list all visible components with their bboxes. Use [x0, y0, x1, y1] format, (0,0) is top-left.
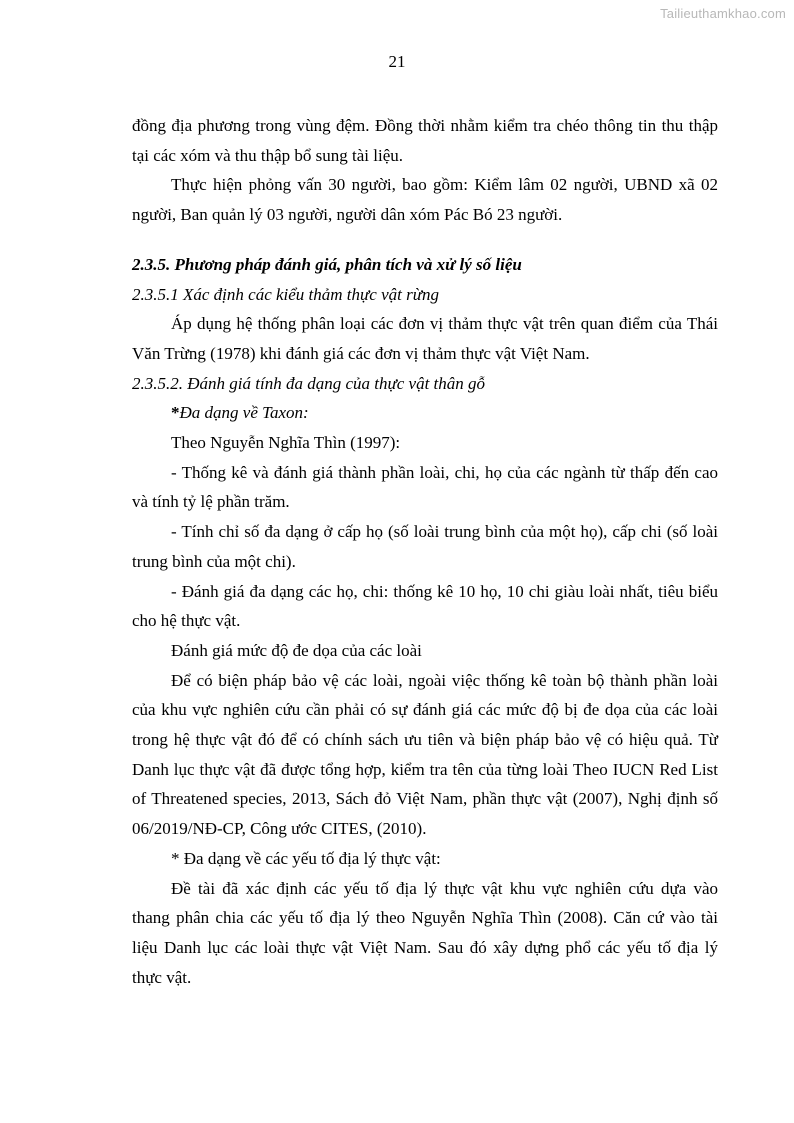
- paragraph-interviews: [132, 170, 718, 229]
- document-body: [132, 111, 718, 992]
- subsection-heading-2-3-5-2: 2.3.5.2. Đánh giá tính đa dạng của thực vật thân gỗ: [132, 373, 486, 393]
- paragraph-classification: [132, 309, 718, 368]
- text-line: Để có biện pháp bảo vệ các loài, ngoài việc thống kê toàn bộ thành phần loài: [171, 670, 718, 690]
- text-line: trong hệ thực vật đó để có chính sách ưu tiên và biện pháp bảo vệ có hiệu quả. Từ: [132, 730, 718, 750]
- text-line: of Threatened species, 2013, Sách đỏ Việt Nam, phần thực vật (2007), Nghị định số: [132, 789, 718, 809]
- geo-heading: * Đa dạng về các yếu tố địa lý thực vật:: [171, 848, 441, 868]
- text-line: Danh lục thực vật đã được tổng hợp, kiểm tra tên của từng loài Theo IUCN Red List: [132, 759, 718, 779]
- text-line: thực vật.: [132, 967, 192, 987]
- page-number: 21: [388, 52, 406, 71]
- threat-heading: Đánh giá mức độ đe dọa của các loài: [171, 640, 422, 660]
- text-line: - Tính chỉ số đa dạng ở cấp họ (số loài trung bình của một họ), cấp chi (số loài: [171, 522, 718, 542]
- paragraph-context: [132, 111, 718, 170]
- paragraph-threat: [132, 666, 718, 844]
- text-line: - Đánh giá đa dạng các họ, chi: thống kê 10 họ, 10 chi giàu loài nhất, tiêu biểu: [171, 581, 718, 601]
- text-line: người, Ban quản lý 03 người, người dân xóm Pác Bó 23 người.: [132, 205, 563, 225]
- text-line: Áp dụng hệ thống phân loại các đơn vị thảm thực vật trên quan điểm của Thái: [171, 314, 718, 334]
- section-heading-2-3-5: 2.3.5. Phương pháp đánh giá, phân tích và xử lý số liệu: [132, 254, 522, 274]
- bullet-item: [132, 577, 718, 636]
- text-line: trung bình của một chi).: [132, 551, 296, 571]
- taxon-heading: [132, 398, 718, 428]
- asterisk: *: [171, 403, 180, 423]
- paragraph-geo: [132, 874, 718, 993]
- text-line: Thực hiện phỏng vấn 30 người, bao gồm: Kiểm lâm 02 người, UBND xã 02: [171, 175, 718, 195]
- taxon-source: Theo Nguyễn Nghĩa Thìn (1997):: [171, 433, 401, 453]
- taxon-label: Đa dạng về Taxon:: [179, 403, 309, 423]
- text-line: thang phân chia các yếu tố địa lý theo Nguyễn Nghĩa Thìn (2008). Căn cứ vào tài: [132, 908, 718, 928]
- text-line: - Thống kê và đánh giá thành phần loài, chi, họ của các ngành từ thấp đến cao: [171, 462, 718, 482]
- subsection-heading-2-3-5-1: 2.3.5.1 Xác định các kiểu thảm thực vật rừng: [132, 284, 440, 304]
- bullet-item: [132, 458, 718, 517]
- bullet-item: [132, 517, 718, 576]
- text-line: cho hệ thực vật.: [132, 611, 241, 631]
- text-line: tại các xóm và thu thập bổ sung tài liệu.: [132, 145, 403, 165]
- text-line: và tính tỷ lệ phần trăm.: [132, 492, 290, 512]
- text-line: 06/2019/NĐ-CP, Công ước CITES, (2010).: [132, 819, 427, 839]
- watermark: Tailieuthamkhao.com: [660, 6, 786, 21]
- text-line: liệu Danh lục các loài thực vật Việt Nam. Sau đó xây dựng phổ các yếu tố địa lý: [132, 937, 718, 957]
- text-line: Văn Trừng (1978) khi đánh giá các đơn vị thảm thực vật Việt Nam.: [132, 343, 590, 363]
- text-line: của khu vực nghiên cứu cần phải có sự đánh giá các mức độ bị đe dọa của các loài: [132, 700, 718, 720]
- text-line: Đề tài đã xác định các yếu tố địa lý thực vật khu vực nghiên cứu dựa vào: [171, 878, 718, 898]
- text-line: đồng địa phương trong vùng đệm. Đồng thời nhằm kiểm tra chéo thông tin thu thập: [132, 116, 718, 135]
